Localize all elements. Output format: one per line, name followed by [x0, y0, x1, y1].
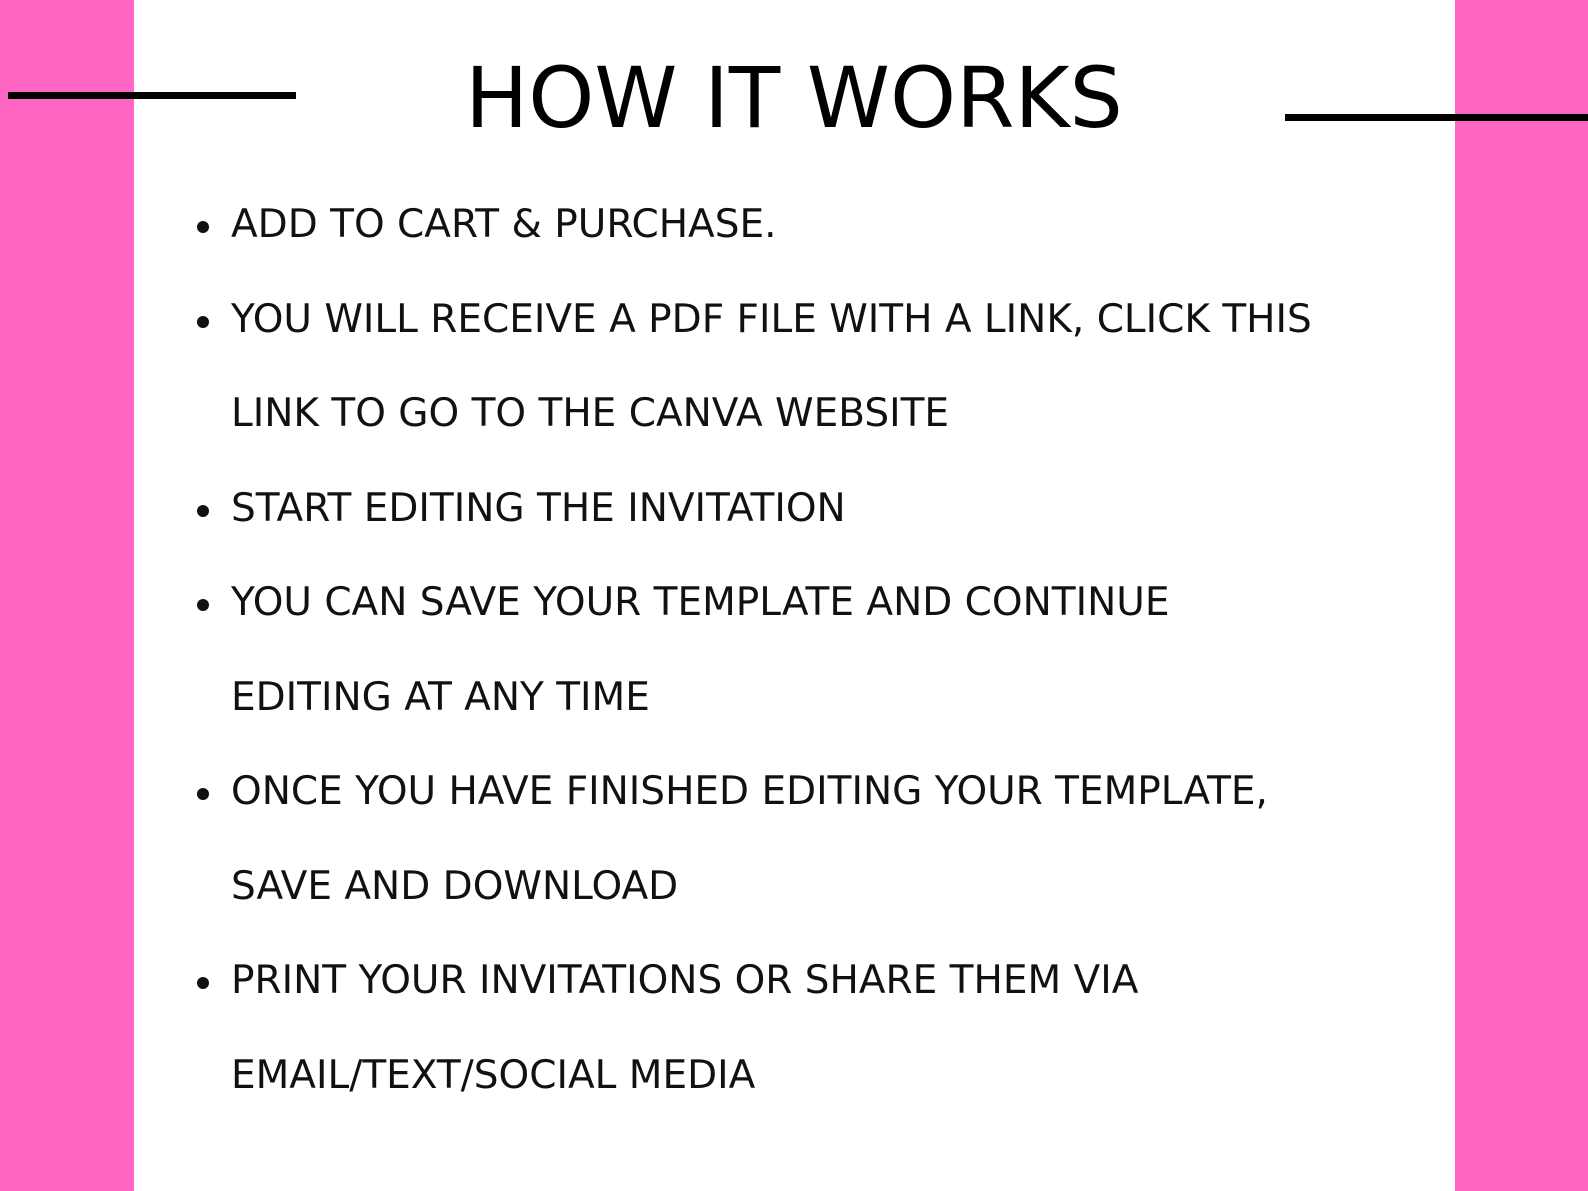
step-text: ADD TO CART & PURCHASE.	[231, 202, 777, 247]
steps-list	[192, 178, 1427, 1123]
bullet-icon	[197, 977, 209, 989]
right-pink-band	[1455, 0, 1588, 1191]
step-item	[192, 934, 1427, 1123]
step-text-continuation: EDITING AT ANY TIME	[231, 674, 650, 720]
step-text: PRINT YOUR INVITATIONS OR SHARE THEM VIA	[231, 958, 1139, 1003]
step-text-continuation: SAVE AND DOWNLOAD	[231, 863, 679, 909]
step-item	[192, 273, 1427, 462]
step-item	[192, 178, 1427, 273]
step-text: YOU WILL RECEIVE A PDF FILE WITH A LINK, CLICK THIS	[231, 296, 1312, 342]
step-item	[192, 556, 1427, 745]
step-text: ONCE YOU HAVE FINISHED EDITING YOUR TEMPLATE,	[231, 769, 1268, 814]
bullet-icon	[197, 788, 209, 800]
step-text-continuation: EMAIL/TEXT/SOCIAL MEDIA	[231, 1052, 756, 1098]
step-text: START EDITING THE INVITATION	[231, 485, 846, 531]
step-text: YOU CAN SAVE YOUR TEMPLATE AND CONTINUE	[231, 580, 1170, 625]
step-item	[192, 745, 1427, 934]
step-text-continuation: LINK TO GO TO THE CANVA WEBSITE	[231, 391, 950, 436]
bullet-icon	[197, 599, 209, 611]
page-title: HOW IT WORKS	[465, 49, 1123, 147]
left-pink-band	[0, 0, 134, 1191]
bullet-icon	[197, 316, 209, 328]
bullet-icon	[197, 505, 209, 517]
step-item	[192, 462, 1427, 557]
bullet-icon	[197, 221, 209, 233]
